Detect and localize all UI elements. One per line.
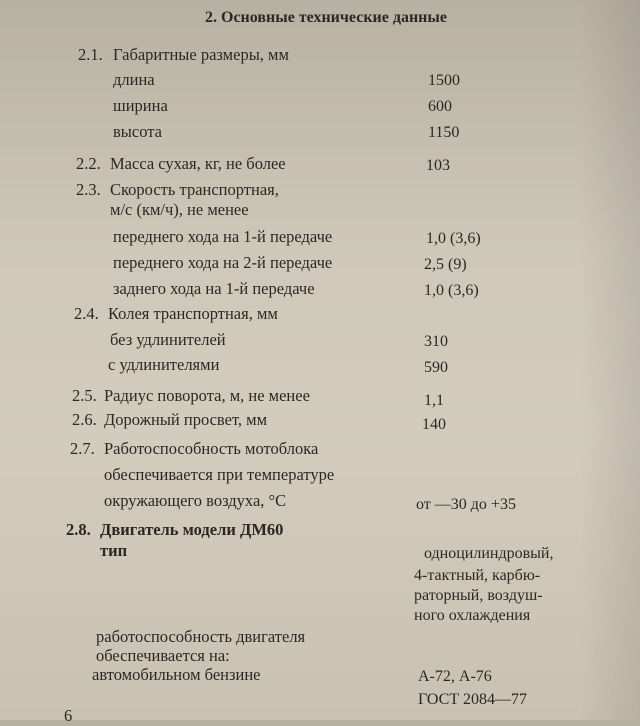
spec-value-with-extenders: 590 (424, 359, 448, 376)
spec-value-reverse-1: 1,0 (3,6) (424, 282, 479, 299)
spec-label-reverse-1: заднего хода на 1-й передаче (113, 279, 315, 298)
fuel-value-grades: А-72, А-76 (418, 668, 492, 685)
section-label-2-4: Колея транспортная, мм (108, 304, 278, 323)
engine-type-line4: ного охлаждения (414, 607, 531, 624)
spec-label-height: высота (113, 122, 162, 141)
spec-value-no-extenders: 310 (424, 333, 448, 350)
section-label-2-6: Дорожный просвет, мм (104, 410, 268, 429)
engine-type-line3: раторный, воздуш- (414, 587, 543, 604)
section-label-2-3-line2: м/с (км/ч), не менее (110, 200, 249, 219)
section-number-2-3: 2.3. (76, 180, 101, 199)
spec-value-length: 1500 (428, 72, 460, 89)
spec-label-no-extenders: без удлинителей (110, 330, 226, 349)
section-label-2-2: Масса сухая, кг, не более (110, 154, 286, 173)
spec-label-forward-2: переднего хода на 2-й передаче (113, 253, 333, 272)
spec-value-forward-2: 2,5 (9) (424, 256, 467, 273)
spec-value-forward-1: 1,0 (3,6) (426, 230, 481, 247)
section-number-2-1: 2.1. (78, 45, 103, 64)
spec-label-with-extenders: с удлинителями (108, 355, 220, 374)
engine-type-label: тип (100, 541, 128, 560)
section-number-2-6: 2.6. (72, 410, 97, 429)
spec-value-temperature-range: от —30 до +35 (416, 496, 516, 513)
section-label-2-5: Радиус поворота, м, не менее (104, 386, 310, 405)
spec-value-mass: 103 (426, 157, 450, 174)
spec-value-height: 1150 (428, 124, 460, 141)
section-label-2-7-line3: окружающего воздуха, °С (104, 491, 287, 510)
page-shadow (580, 0, 640, 720)
fuel-label-line2: обеспечивается на: (96, 646, 230, 665)
section-number-2-4: 2.4. (74, 304, 99, 323)
section-number-2-7: 2.7. (70, 439, 95, 458)
spec-label-width: ширина (113, 96, 168, 115)
section-label-2-3-line1: Скорость транспортная, (110, 180, 279, 199)
spec-value-ground-clearance: 140 (422, 416, 446, 433)
fuel-label-line1: работоспособность двигателя (96, 627, 306, 646)
section-number-2-2: 2.2. (76, 154, 101, 173)
section-number-2-8: 2.8. (66, 520, 91, 539)
fuel-value-standard: ГОСТ 2084—77 (418, 691, 528, 708)
spec-label-forward-1: переднего хода на 1-й передаче (113, 227, 333, 246)
spec-value-turn-radius: 1,1 (424, 392, 444, 409)
section-label-2-1: Габаритные размеры, мм (113, 45, 289, 64)
section-label-2-7-line1: Работоспособность мотоблока (104, 439, 319, 458)
section-heading: 2. Основные технические данные (205, 9, 447, 26)
spec-label-length: длина (113, 70, 155, 89)
section-number-2-5: 2.5. (72, 386, 97, 405)
engine-type-line1: одноцилиндровый, (424, 545, 554, 562)
fuel-label-line3: автомобильном бензине (92, 665, 261, 684)
engine-type-line2: 4-тактный, карбю- (414, 567, 541, 584)
spec-value-width: 600 (428, 98, 452, 115)
section-label-2-8: Двигатель модели ДМ60 (100, 520, 284, 539)
section-label-2-7-line2: обеспечивается при температуре (104, 465, 335, 484)
page-number: 6 (64, 706, 73, 725)
